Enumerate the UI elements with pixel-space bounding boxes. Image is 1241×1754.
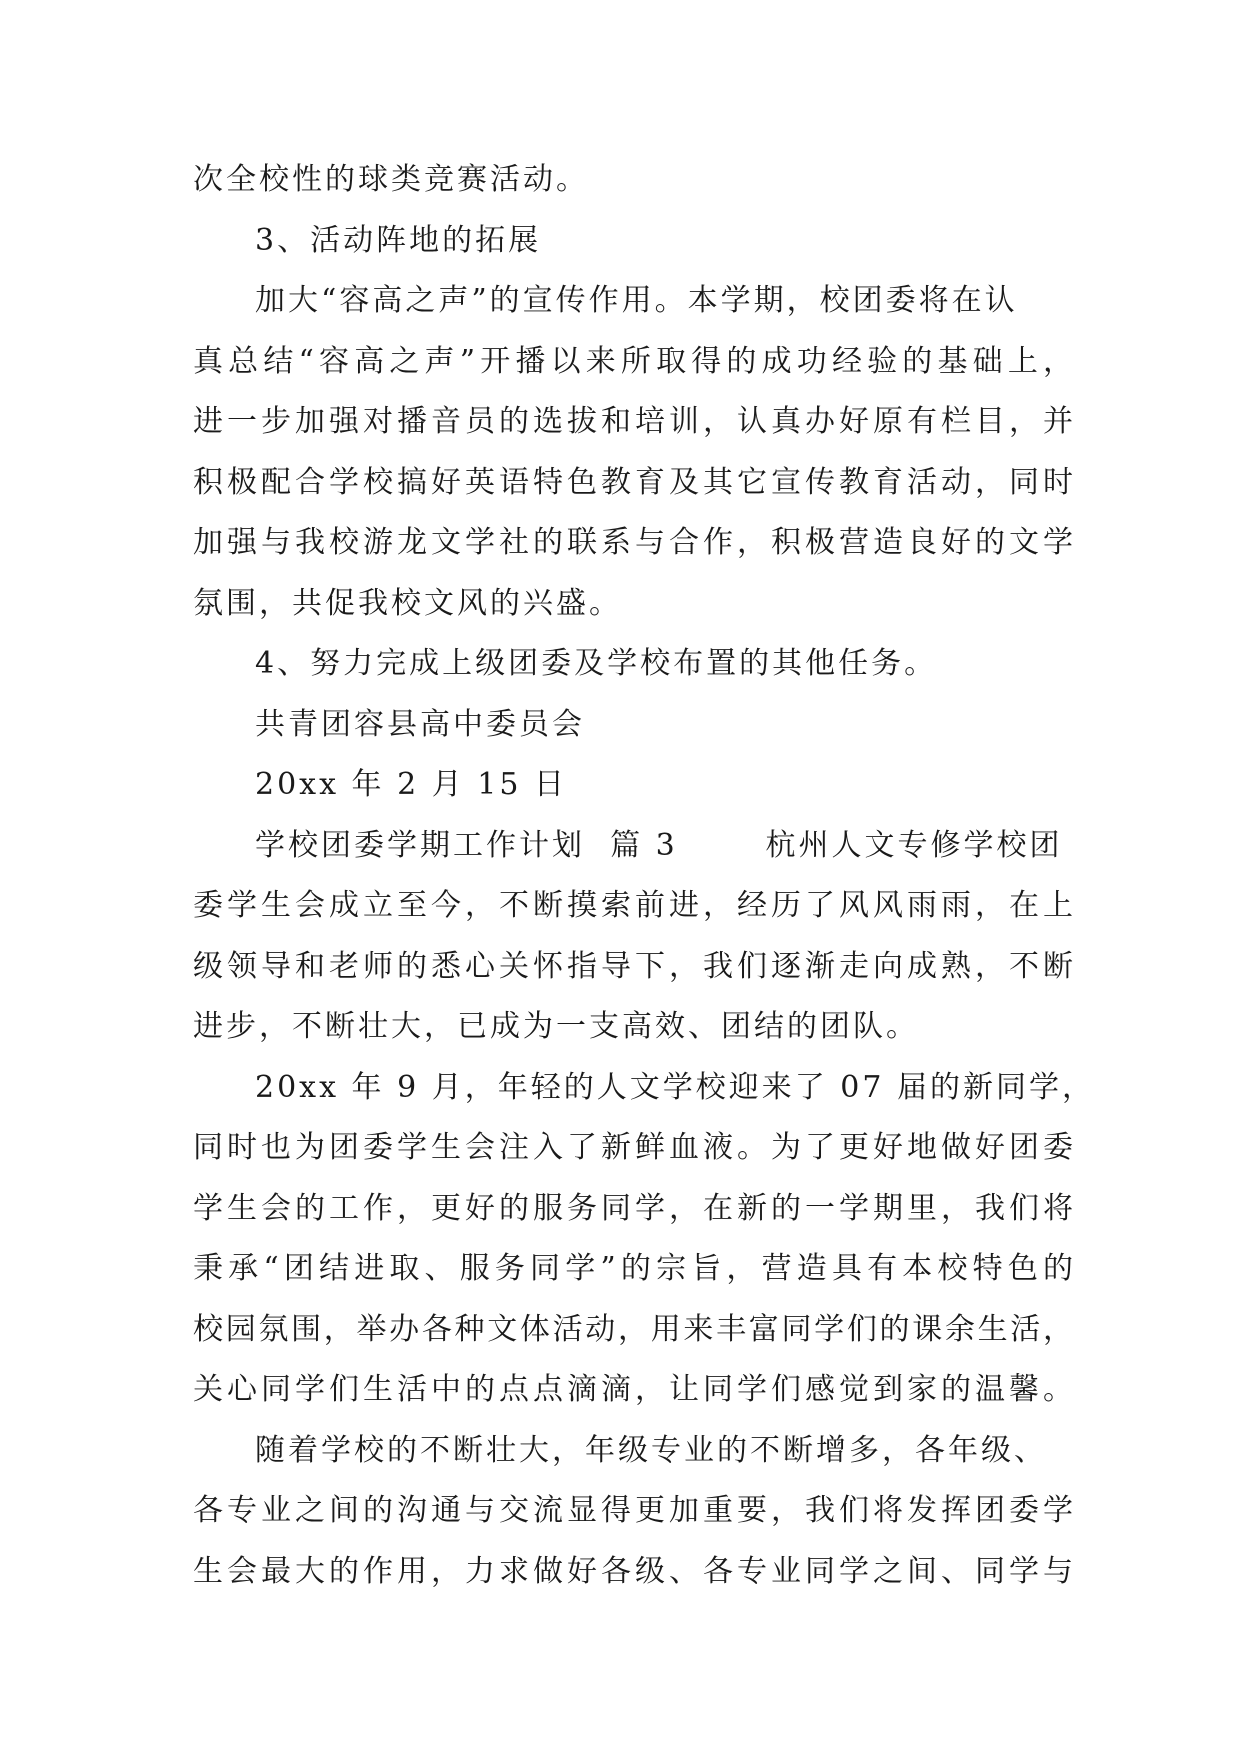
document-body [193, 150, 1095, 1602]
text-line: 4、努力完成上级团委及学校布置的其他任务。 [255, 646, 938, 681]
article-title-line: 学校团委学期工作计划 篇 3 杭州人文专修学校团 [255, 827, 1063, 863]
text-line: 次全校性的球类竞赛活动。 [193, 162, 589, 197]
text-line: 进一步加强对播音员的选拔和培训，认真办好原有栏目，并 [193, 404, 1073, 439]
text-line: 加强与我校游龙文学社的联系与合作，积极营造良好的文学 [193, 525, 1073, 560]
text-line: 委学生会成立至今，不断摸索前进，经历了风风雨雨，在上 [193, 888, 1073, 923]
section-heading: 3、活动阵地的拓展 [255, 222, 542, 258]
text-line: 关心同学们生活中的点点滴滴，让同学们感觉到家的温馨。 [193, 1372, 1073, 1407]
text-line: 积极配合学校搞好英语特色教育及其它宣传教育活动，同时 [193, 464, 1073, 500]
text-line: 校园氛围，举办各种文体活动，用来丰富同学们的课余生活， [193, 1311, 1073, 1347]
text-line: 学生会的工作，更好的服务同学，在新的一学期里，我们将 [193, 1190, 1073, 1226]
text-line: 氛围，共促我校文风的兴盛。 [193, 585, 622, 621]
text-line: 进步，不断壮大，已成为一支高效、团结的团队。 [193, 1009, 919, 1044]
text-line: 同时也为团委学生会注入了新鲜血液。为了更好地做好团委 [193, 1130, 1073, 1165]
text-line: 加大“容高之声”的宣传作用。本学期，校团委将在认 [255, 283, 1018, 318]
signature-date: 20xx 年 2 月 15 日 [255, 767, 567, 802]
signature-organization: 共青团容县高中委员会 [255, 706, 585, 742]
text-line: 随着学校的不断壮大，年级专业的不断增多，各年级、 [255, 1432, 1047, 1468]
text-line: 20xx 年 9 月，年轻的人文学校迎来了 07 届的新同学， [255, 1069, 1095, 1105]
text-line: 各专业之间的沟通与交流显得更加重要，我们将发挥团委学 [193, 1493, 1073, 1528]
text-line: 秉承“团结进取、服务同学”的宗旨，营造具有本校特色的 [193, 1251, 1073, 1286]
text-line: 级领导和老师的悉心关怀指导下，我们逐渐走向成熟，不断 [193, 948, 1073, 984]
text-line: 生会最大的作用，力求做好各级、各专业同学之间、同学与 [193, 1553, 1073, 1589]
text-line: 真总结“容高之声”开播以来所取得的成功经验的基础上， [193, 343, 1073, 379]
